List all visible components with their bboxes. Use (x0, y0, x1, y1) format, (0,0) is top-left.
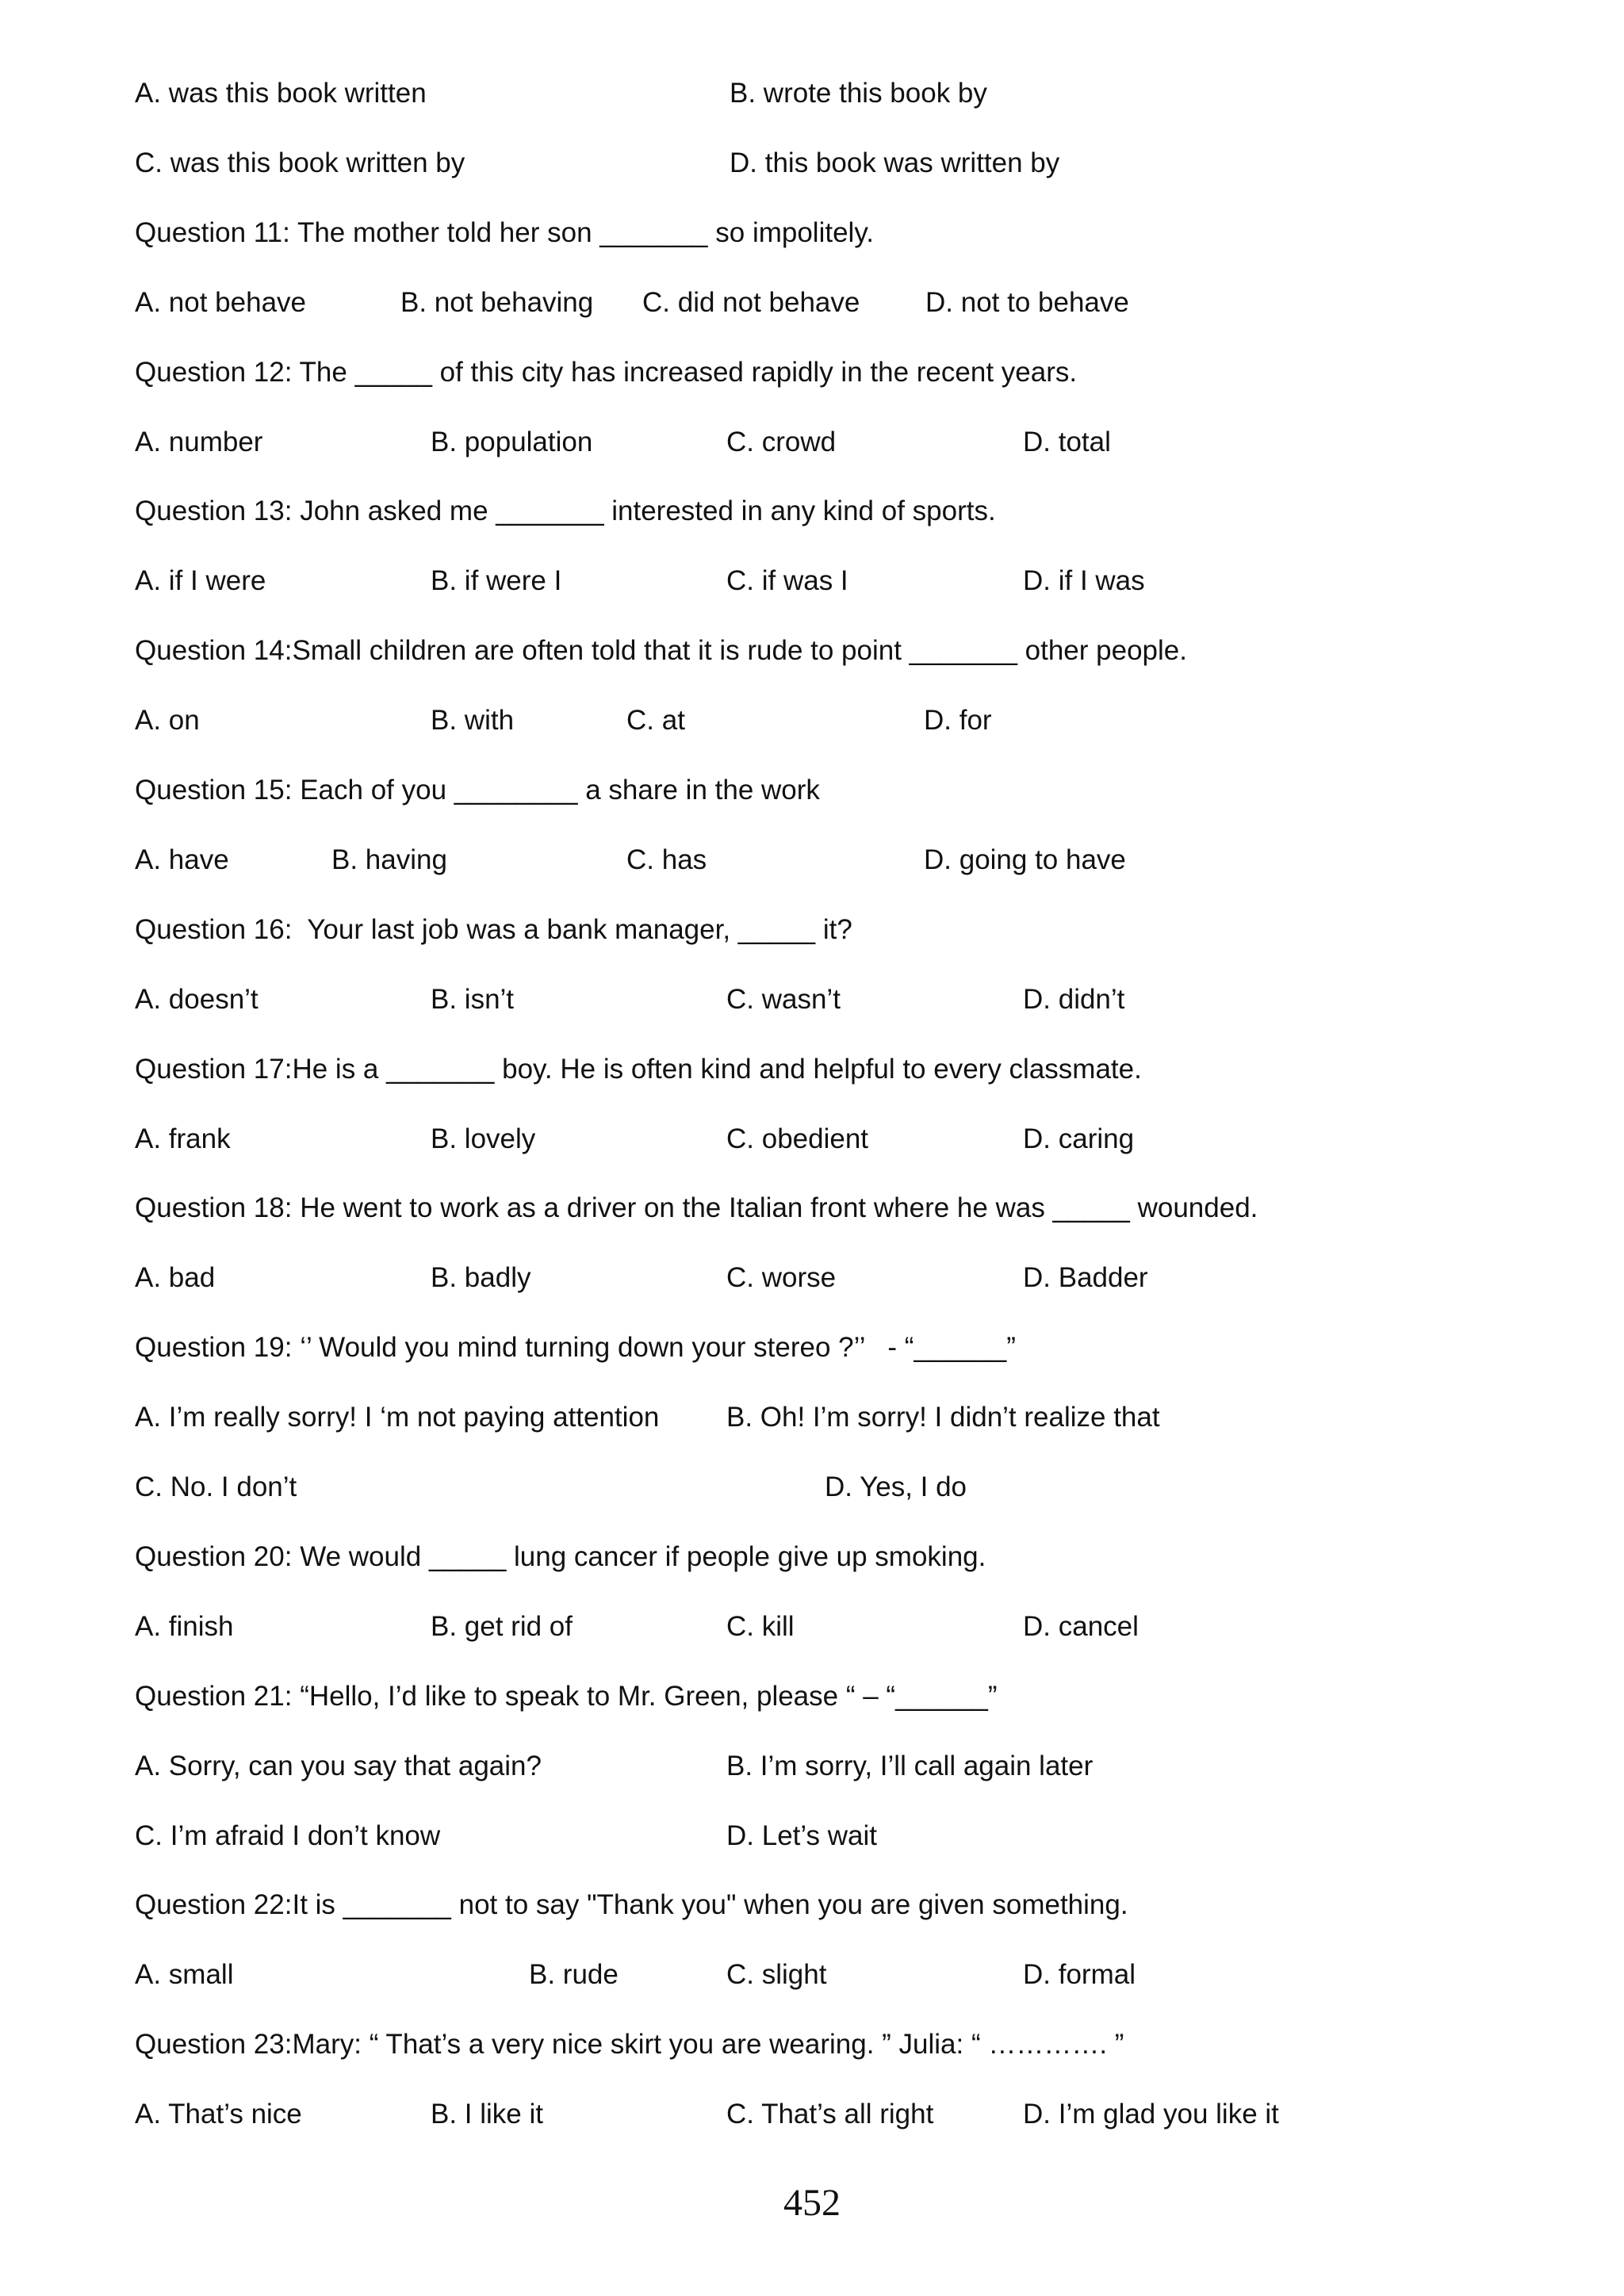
answer-option: C. I’m afraid I don’t know (135, 1820, 441, 1851)
answer-option: D. cancel (1023, 1611, 1139, 1642)
answer-option: B. Oh! I’m sorry! I didn’t realize that (726, 1402, 1160, 1433)
answer-option: A. I’m really sorry! I ‘m not paying attention (135, 1402, 660, 1433)
answer-option: D. I’m glad you like it (1023, 2099, 1279, 2130)
answer-option: B. get rid of (431, 1611, 573, 1642)
question-text: Question 17:He is a _______ boy. He is often kind and helpful to every classmate. (135, 1054, 1142, 1085)
answer-options-line (0, 1254, 1624, 1302)
question-line (0, 488, 1624, 535)
answer-option: C. wasn’t (726, 984, 841, 1015)
answer-option: D. Yes, I do (825, 1471, 967, 1502)
answer-option: B. population (431, 427, 593, 457)
answer-options-line (0, 836, 1624, 884)
answer-options-line (0, 1464, 1624, 1511)
answer-options-line (0, 1603, 1624, 1651)
question-line (0, 209, 1624, 257)
answer-option: C. was this book written by (135, 147, 465, 178)
answer-option: A. have (135, 844, 229, 875)
answer-option: C. at (626, 705, 685, 736)
question-line (0, 1881, 1624, 1929)
answer-options-line (0, 976, 1624, 1024)
answer-option: C. crowd (726, 427, 837, 457)
question-text: Question 11: The mother told her son _______ so impolitely. (135, 217, 874, 248)
question-text: Question 22:It is _______ not to say "Thank you" when you are given something. (135, 1889, 1128, 1920)
question-line (0, 1533, 1624, 1581)
answer-option: D. Let’s wait (726, 1820, 877, 1851)
answer-options-line (0, 1812, 1624, 1860)
answer-option: C. No. I don’t (135, 1471, 297, 1502)
answer-option: B. wrote this book by (730, 78, 987, 109)
answer-option: D. not to behave (925, 287, 1129, 318)
question-line (0, 1046, 1624, 1093)
answer-option: B. badly (431, 1262, 531, 1293)
answer-option: A. bad (135, 1262, 216, 1293)
page-number: 452 (783, 2182, 841, 2224)
answer-option: B. if were I (431, 565, 562, 596)
answer-option: C. That’s all right (726, 2099, 934, 2130)
question-text: Question 18: He went to work as a driver on the Italian front where he was _____ wounded. (135, 1192, 1258, 1223)
answer-option: C. has (626, 844, 707, 875)
answer-option: D. formal (1023, 1959, 1136, 1990)
answer-option: B. I’m sorry, I’ll call again later (726, 1751, 1094, 1781)
question-line (0, 1673, 1624, 1720)
answer-options-line (0, 1115, 1624, 1163)
answer-options-line (0, 1394, 1624, 1441)
answer-options-line (0, 697, 1624, 744)
answer-option: A. if I were (135, 565, 266, 596)
question-text: Question 16: Your last job was a bank manager, _____ it? (135, 914, 852, 945)
answer-options-line (0, 2091, 1624, 2138)
answer-option: D. this book was written by (730, 147, 1060, 178)
answer-option: C. kill (726, 1611, 795, 1642)
answer-option: D. didn’t (1023, 984, 1125, 1015)
answer-option: B. not behaving (400, 287, 594, 318)
question-text: Question 15: Each of you ________ a share in the work (135, 775, 820, 806)
answer-option: B. with (431, 705, 515, 736)
answer-option: D. going to have (924, 844, 1126, 875)
answer-option: D. Badder (1023, 1262, 1148, 1293)
question-line (0, 627, 1624, 675)
question-text: Question 21: “Hello, I’d like to speak to Mr. Green, please “ – “______” (135, 1681, 998, 1712)
question-line (0, 1324, 1624, 1372)
answer-option: D. for (924, 705, 992, 736)
answer-option: A. doesn’t (135, 984, 259, 1015)
answer-option: A. on (135, 705, 200, 736)
question-text: Question 23:Mary: “ That’s a very nice skirt you are wearing. ” Julia: “ …………. ” (135, 2029, 1124, 2060)
answer-option: C. if was I (726, 565, 848, 596)
answer-option: C. obedient (726, 1123, 869, 1154)
question-text: Question 12: The _____ of this city has increased rapidly in the recent years. (135, 357, 1078, 388)
answer-option: B. rude (529, 1959, 619, 1990)
answer-option: B. having (331, 844, 447, 875)
answer-option: A. small (135, 1959, 234, 1990)
answer-options-line (0, 557, 1624, 605)
answer-option: B. lovely (431, 1123, 536, 1154)
answer-option: D. caring (1023, 1123, 1135, 1154)
question-line (0, 2021, 1624, 2068)
answer-option: A. was this book written (135, 78, 427, 109)
answer-option: B. I like it (431, 2099, 543, 2130)
question-text: Question 13: John asked me _______ interested in any kind of sports. (135, 496, 996, 526)
answer-options-line (0, 1951, 1624, 1999)
answer-option: A. not behave (135, 287, 306, 318)
answer-option: D. if I was (1023, 565, 1145, 596)
answer-option: B. isn’t (431, 984, 515, 1015)
question-text: Question 14:Small children are often told that it is rude to point _______ other people. (135, 635, 1187, 666)
answer-option: A. number (135, 427, 263, 457)
question-line (0, 1184, 1624, 1232)
question-line (0, 906, 1624, 954)
answer-option: C. did not behave (642, 287, 860, 318)
answer-option: A. Sorry, can you say that again? (135, 1751, 542, 1781)
answer-options-line (0, 140, 1624, 187)
question-text: Question 20: We would _____ lung cancer if people give up smoking. (135, 1541, 986, 1572)
answer-option: D. total (1023, 427, 1111, 457)
question-text: Question 19: ‘’ Would you mind turning down your stereo ?’’ - “______” (135, 1332, 1016, 1363)
answer-options-line (0, 279, 1624, 327)
answer-option: C. slight (726, 1959, 827, 1990)
answer-option: A. frank (135, 1123, 231, 1154)
answer-option: C. worse (726, 1262, 837, 1293)
answer-option: A. finish (135, 1611, 234, 1642)
answer-option: A. That’s nice (135, 2099, 302, 2130)
question-line (0, 767, 1624, 814)
answer-options-line (0, 419, 1624, 466)
question-line (0, 349, 1624, 396)
answer-options-line (0, 70, 1624, 117)
answer-options-line (0, 1743, 1624, 1790)
